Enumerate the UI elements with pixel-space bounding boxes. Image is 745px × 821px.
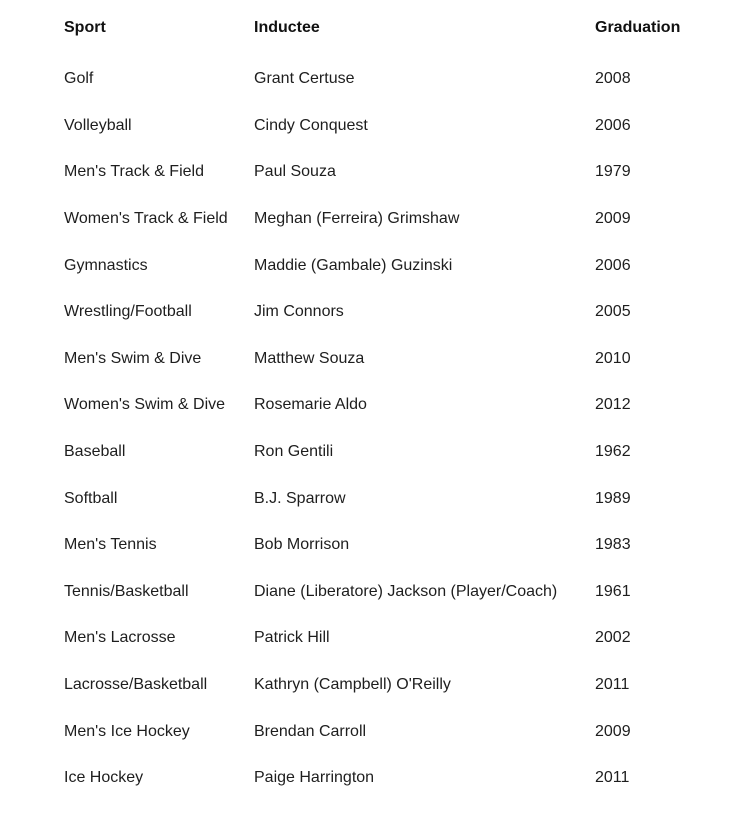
cell-graduation: 1983 — [595, 536, 631, 554]
table-row — [64, 708, 704, 755]
cell-sport: Men's Ice Hockey — [64, 722, 190, 740]
cell-graduation: 2009 — [595, 210, 631, 228]
cell-graduation: 2011 — [595, 676, 630, 694]
cell-inductee: Cindy Conquest — [254, 116, 368, 134]
cell-graduation: 2010 — [595, 349, 631, 367]
cell-graduation: 1979 — [595, 163, 631, 181]
cell-sport: Lacrosse/Basketball — [64, 676, 208, 694]
cell-inductee: Paige Harrington — [254, 769, 375, 787]
cell-sport: Baseball — [64, 443, 126, 461]
cell-graduation: 2005 — [595, 303, 631, 321]
cell-sport: Men's Swim & Dive — [64, 349, 202, 367]
cell-sport: Women's Swim & Dive — [64, 396, 226, 414]
cell-sport: Tennis/Basketball — [64, 582, 189, 600]
cell-sport: Men's Lacrosse — [64, 629, 176, 647]
cell-graduation: 2009 — [595, 722, 631, 740]
table-row — [64, 242, 704, 289]
cell-graduation: 1989 — [595, 489, 631, 507]
cell-inductee: Grant Certuse — [254, 70, 355, 88]
cell-graduation: 1962 — [595, 443, 631, 461]
cell-sport: Wrestling/Football — [64, 303, 192, 321]
table-row — [64, 615, 704, 662]
cell-inductee: Maddie (Gambale) Guzinski — [254, 256, 453, 274]
cell-graduation: 2011 — [595, 769, 630, 787]
header-graduation: Graduation — [595, 19, 681, 36]
table-row — [64, 56, 704, 103]
table-row — [64, 569, 704, 616]
table-row — [64, 103, 704, 150]
table-row — [64, 289, 704, 336]
cell-graduation: 2002 — [595, 629, 631, 647]
cell-inductee: Jim Connors — [254, 303, 344, 321]
cell-inductee: Patrick Hill — [254, 629, 330, 647]
cell-sport: Men's Tennis — [64, 536, 157, 554]
cell-inductee: Diane (Liberatore) Jackson (Player/Coach) — [254, 582, 558, 600]
cell-sport: Women's Track & Field — [64, 210, 228, 228]
table-row — [64, 662, 704, 709]
header-sport: Sport — [64, 19, 106, 36]
table-body — [64, 56, 704, 802]
cell-sport: Ice Hockey — [64, 769, 144, 787]
cell-inductee: Bob Morrison — [254, 536, 350, 554]
cell-sport: Softball — [64, 489, 118, 507]
cell-inductee: Brendan Carroll — [254, 722, 367, 740]
table-row — [64, 429, 704, 476]
cell-graduation: 1961 — [595, 582, 631, 600]
table-row — [64, 755, 704, 802]
cell-graduation: 2006 — [595, 256, 631, 274]
table-row — [64, 336, 704, 383]
cell-graduation: 2012 — [595, 396, 631, 414]
cell-graduation: 2006 — [595, 116, 631, 134]
cell-inductee: Ron Gentili — [254, 443, 334, 461]
table-row — [64, 149, 704, 196]
cell-inductee: Paul Souza — [254, 163, 336, 181]
cell-graduation: 2008 — [595, 70, 631, 88]
cell-inductee: Matthew Souza — [254, 349, 365, 367]
cell-sport: Golf — [64, 70, 94, 88]
cell-sport: Men's Track & Field — [64, 163, 204, 181]
cell-inductee: B.J. Sparrow — [254, 489, 346, 507]
header-inductee: Inductee — [254, 19, 320, 36]
table-row — [64, 522, 704, 569]
cell-sport: Gymnastics — [64, 256, 148, 274]
table-header-row — [64, 0, 704, 56]
table-row — [64, 196, 704, 243]
table-row — [64, 475, 704, 522]
cell-sport: Volleyball — [64, 116, 132, 134]
cell-inductee: Rosemarie Aldo — [254, 396, 367, 414]
table-row — [64, 382, 704, 429]
cell-inductee: Meghan (Ferreira) Grimshaw — [254, 210, 460, 228]
hall-of-fame-table — [64, 0, 704, 802]
cell-inductee: Kathryn (Campbell) O'Reilly — [254, 676, 451, 694]
